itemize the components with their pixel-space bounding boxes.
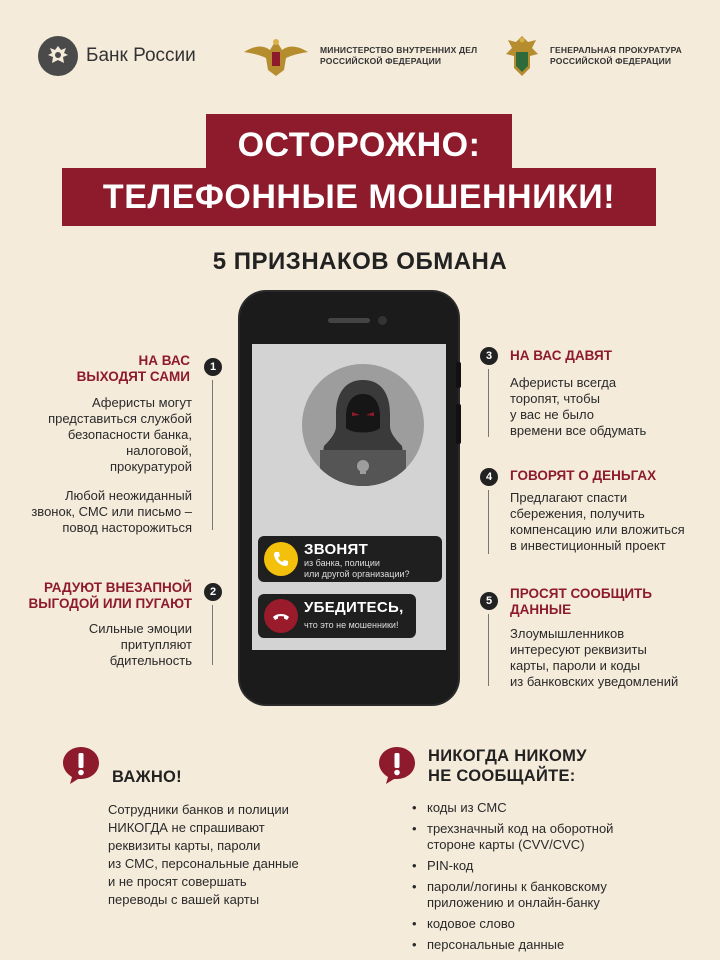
sign-2-number: 2: [204, 583, 222, 601]
phone-side-button: [456, 362, 461, 388]
important-heading: ВАЖНО!: [112, 768, 182, 786]
list-item: • персональные данные: [412, 937, 712, 953]
call-subtitle-line2: или другой организации?: [304, 569, 410, 579]
phone-camera: [378, 316, 387, 325]
sign-1-connector: [212, 380, 213, 530]
prosecutor-logo: [502, 32, 682, 80]
sign-3-connector: [488, 369, 489, 437]
sign-3-text: Аферисты всегда торопят, чтобы у вас не было времени все обдумать: [510, 375, 647, 438]
exclamation-speech-bubble-icon: [376, 744, 418, 791]
never-heading: НИКОГДА НИКОМУ НЕ СООБЩАЙТЕ:: [428, 747, 587, 785]
sign-1-heading: НА ВАС ВЫХОДЯТ САМИ: [76, 353, 190, 384]
list-item: • трехзначный код на оборотной стороне карты (CVV/CVC): [412, 821, 642, 853]
hooded-hacker-icon: [302, 364, 424, 486]
sign-5-connector: [488, 614, 489, 686]
sign-3-number: 3: [480, 347, 498, 365]
mvd-name-line2: РОССИЙСКОЙ ФЕДЕРАЦИИ: [320, 56, 442, 66]
sign-5-heading: ПРОСЯТ СООБЩИТЬ ДАННЫЕ: [510, 586, 653, 617]
sign-1-number: 1: [204, 358, 222, 376]
list-item: • коды из СМС: [412, 800, 712, 816]
verify-subtitle: что это не мошенники!: [304, 620, 399, 630]
sign-5-number: 5: [480, 592, 498, 610]
sign-1-text-b: Любой неожиданный звонок, СМС или письмо – повод насторожиться: [31, 488, 192, 535]
important-text: Сотрудники банков и полиции НИКОГДА не спрашивают реквизиты карты, пароли из СМС, персональные данные и не просят совершать переводы с вашей карты: [108, 802, 299, 907]
sign-3-heading: НА ВАС ДАВЯТ: [510, 348, 612, 363]
mvd-emblem-icon: [240, 32, 312, 80]
mvd-name-line1: МИНИСТЕРСТВО ВНУТРЕННИХ ДЕЛ: [320, 45, 478, 55]
sign-4-text: Предлагают спасти сбережения, получить компенсацию или вложиться в инвестиционный проект: [510, 490, 685, 553]
bank-of-russia-logo: [38, 36, 196, 76]
sign-2-heading: РАДУЮТ ВНЕЗАПНОЙ ВЫГОДОЙ ИЛИ ПУГАЮТ: [28, 580, 192, 611]
list-item: • пароли/логины к банковскому приложению и онлайн-банку: [412, 879, 642, 911]
logo-row: [0, 30, 720, 90]
phone-answer-icon: [264, 542, 298, 576]
phone-speaker: [328, 318, 370, 323]
sign-4-number: 4: [480, 468, 498, 486]
prosecutor-name-line2: РОССИЙСКОЙ ФЕДЕРАЦИИ: [550, 56, 672, 66]
never-share-list: [412, 800, 712, 958]
sign-2-text: Сильные эмоции притупляют бдительность: [88, 621, 192, 668]
list-item: • кодовое слово: [412, 916, 712, 932]
sign-5-text: Злоумышленников интересуют реквизиты карты, пароли и коды из банковских уведомлений: [510, 626, 679, 689]
prosecutor-emblem-icon: [502, 32, 542, 80]
verify-banner: [258, 594, 416, 638]
phone-hangup-icon: [264, 599, 298, 633]
exclamation-speech-bubble-icon: [60, 744, 102, 791]
bank-name: Банк России: [86, 45, 196, 66]
incoming-call-banner: [258, 536, 442, 582]
call-subtitle-line1: из банка, полиции: [304, 558, 380, 568]
double-headed-eagle-icon: [38, 36, 78, 76]
subtitle: 5 ПРИЗНАКОВ ОБМАНА: [212, 248, 508, 275]
sign-4-heading: ГОВОРЯТ О ДЕНЬГАХ: [510, 468, 657, 483]
sign-1-text-a: Аферисты могут представиться службой безопасности банка, налоговой, прокуратурой: [48, 395, 192, 474]
list-item: • PIN-код: [412, 858, 712, 874]
verify-title: УБЕДИТЕСЬ,: [304, 599, 404, 616]
mvd-logo: [240, 32, 477, 80]
title-line-1: ОСТОРОЖНО:: [206, 114, 512, 174]
sign-2-connector: [212, 605, 213, 665]
call-title: ЗВОНЯТ: [304, 541, 369, 558]
phone-side-button: [456, 404, 461, 444]
phone-illustration: [240, 292, 458, 704]
title-line-2: ТЕЛЕФОННЫЕ МОШЕННИКИ!: [62, 168, 656, 226]
sign-4-connector: [488, 490, 489, 554]
prosecutor-name-line1: ГЕНЕРАЛЬНАЯ ПРОКУРАТУРА: [550, 45, 683, 55]
